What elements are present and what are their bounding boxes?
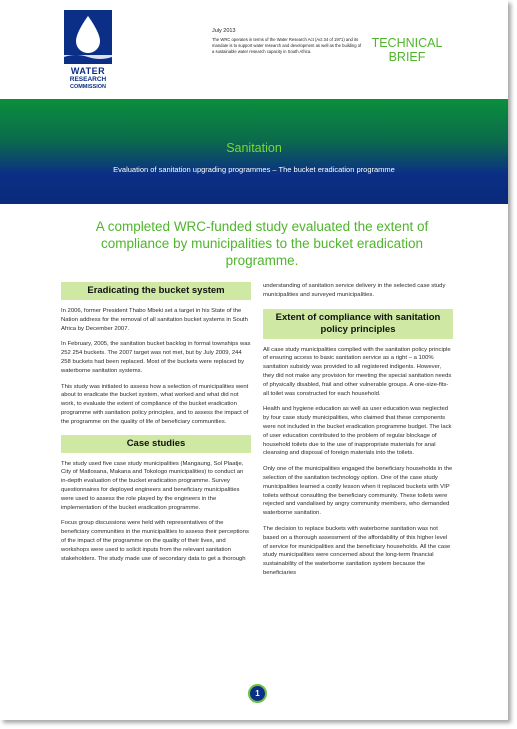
- section-heading-compliance: Extent of compliance with sanitation policy principles: [263, 309, 453, 339]
- paragraph: Focus group discussions were held with representatives of the beneficiary communities in the municipalities to assess their perceptions of the impact of the programme on the quality of their lives, and workshops were used to solicit inputs from the relevant sanitation stakeholders. The study made use of secondary data to get a thorough: [61, 520, 249, 562]
- logo-word-research: RESEARCH: [69, 76, 107, 83]
- paragraph: Only one of the municipalities engaged the beneficiary households in the selection of the sanitation technology option. One of the case study municipalities learned a costly lesson when it replaced buckets with VIP toilets without consulting the beneficiary community. These toilets were rejected and vandalised by angry community members, who demanded waterborne sanitation.: [263, 466, 453, 517]
- banner-subtitle: Evaluation of sanitation upgrading programmes – The bucket eradication programme: [113, 165, 395, 174]
- banner-title: Sanitation: [226, 141, 282, 155]
- wrc-mandate-text: The WRC operates in terms of the Water Research Act (Act 34 of 1971) and its mandate is to support water research and development as well as the building of a sustainable water research capacity in South Africa.: [212, 37, 362, 54]
- paragraph: This study was initiated to assess how a selection of municipalities went about to eradicate the bucket system, what worked and what did not work, to evaluate the extent of compliance of the bucket eradication programme with sanitation policy principles, and to assess the impact of the programme on the quality of life of beneficiary communities.: [61, 383, 249, 425]
- paragraph: Health and hygiene education as well as user education was neglected by four case study municipalities, who claimed that these components were not included in the bucket eradication programme budget. The lack of user education contributed to the problem of regular blockage of household toilets due to the use of inappropriate materials for anal cleansing and disposal of foreign materials into the toilets.: [263, 406, 452, 457]
- paragraph: The decision to replace buckets with waterborne sanitation was not based on a thorough assessment of the affordability of this higher level of service for municipalities and the beneficiary households. All the case study municipalities were concerned about the long-term financial sustainability of the waterborne sanitation system because the beneficiaries: [263, 525, 451, 576]
- logo-word-commission: COMMISSION: [69, 84, 107, 90]
- document-type-label: [362, 36, 452, 64]
- right-column: [263, 282, 453, 578]
- paragraph: understanding of sanitation service delivery in the selected case study municipalities and surveyed municipalities.: [263, 283, 446, 298]
- logo-word-water: WATER: [70, 66, 106, 76]
- water-drop-logo-icon: [64, 10, 112, 64]
- wrc-logo: [56, 10, 120, 94]
- left-column: [61, 282, 251, 563]
- headline: A completed WRC-funded study evaluated the extent of compliance by municipalities to the bucket eradication programme.: [95, 219, 429, 268]
- paragraph: In February, 2005, the sanitation bucket backlog in formal townships was 252 254 buckets. The 2007 target was not met, but by July 2009, 244 258 buckets had been replaced. Most of the buckets were replaced by waterborne sanitation systems.: [61, 341, 251, 374]
- issue-date: July 2013: [212, 28, 236, 34]
- brief-line-brief: BRIEF: [388, 50, 426, 64]
- paragraph: The study used five case study municipalities (Mangaung, Sol Plaatje, City of Matlosana, Makana and Tokologo municipalities) to conduct an in-depth evaluation of the bucket eradication programme. Survey questionnaires for deployed engineers and beneficiary municipalities were used to assess the role played by the engineers in the implementation of the bucket eradication programme.: [61, 460, 244, 511]
- section-heading-eradicating: Eradicating the bucket system: [61, 282, 251, 300]
- page-number-badge: 1: [248, 684, 267, 703]
- section-heading-case-studies: Case studies: [61, 435, 251, 453]
- paragraph: In 2006, former President Thabo Mbeki set a target in his State of the Nation address for the removal of all sanitation bucket systems in South Africa by December 2007.: [61, 308, 248, 332]
- paragraph: All case study municipalities complied with the sanitation policy principle of ensuring access to basic sanitation service as a right – a 100% sanitation subsidy was provided to all registered indigents. However, they did not make any provision for meeting the special sanitation needs of physically disabled, frail and other vulnerable groups. A one-size-fits-all toilet was constructed for each household.: [263, 346, 452, 397]
- brief-line-technical: TECHNICAL: [371, 36, 443, 50]
